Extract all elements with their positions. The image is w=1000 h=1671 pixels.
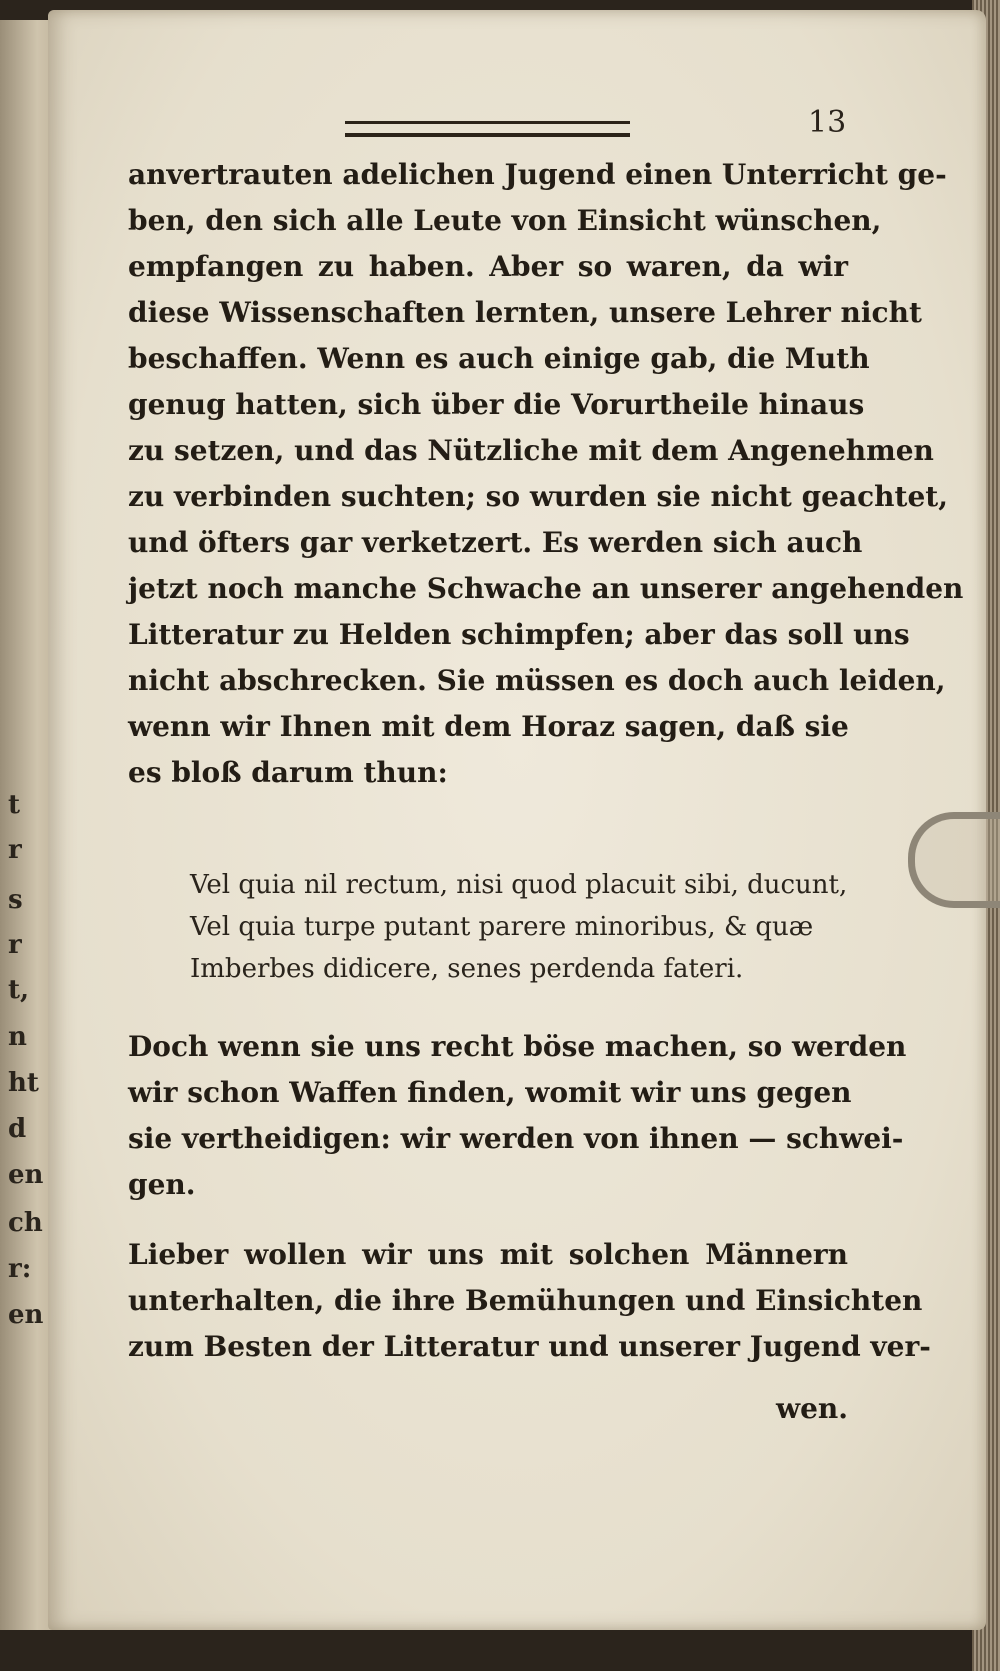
text-line: wenn wir Ihnen mit dem Horaz sagen, daß sie: [128, 710, 849, 743]
left-margin-fragment: r:: [8, 1254, 32, 1284]
text-line: Lieber wollen wir uns mit solchen Männern: [128, 1238, 848, 1271]
text-line: anvertrauten adelichen Jugend einen Unterricht ge-: [128, 158, 947, 191]
left-margin-fragment: t: [8, 790, 21, 820]
text-line: beschaffen. Wenn es auch einige gab, die Muth: [128, 342, 870, 375]
text-line: diese Wissenschaften lernten, unsere Lehrer nicht: [128, 296, 922, 329]
left-margin-fragment: en: [8, 1300, 44, 1330]
text-line: gen.: [128, 1168, 196, 1201]
text-line: Doch wenn sie uns recht böse machen, so werden: [128, 1030, 907, 1063]
left-margin-fragment: r: [8, 835, 22, 865]
left-margin-fragment: ch: [8, 1208, 43, 1238]
text-line: zu verbinden suchten; so wurden sie nicht geachtet,: [128, 480, 948, 513]
quote-line: Vel quia nil rectum, nisi quod placuit sibi, ducunt,: [190, 870, 848, 900]
left-margin-fragment: en: [8, 1160, 44, 1190]
text-line: wir schon Waffen finden, womit wir uns gegen: [128, 1076, 852, 1109]
left-margin-fragment: d: [8, 1114, 27, 1144]
text-line: nicht abschrecken. Sie müssen es doch auch leiden,: [128, 664, 946, 697]
left-margin-fragment: t,: [8, 975, 30, 1005]
page-number: 13: [808, 105, 847, 140]
text-line: es bloß darum thun:: [128, 756, 448, 789]
text-line: sie vertheidigen: wir werden von ihnen — schwei-: [128, 1122, 904, 1155]
text-line: unterhalten, die ihre Bemühungen und Einsichten: [128, 1284, 923, 1317]
left-margin-fragment: s: [8, 885, 23, 915]
text-line: zum Besten der Litteratur und unserer Jugend ver-: [128, 1330, 931, 1363]
page-clip: [908, 812, 1000, 908]
quote-line: Vel quia turpe putant parere minoribus, & quæ: [190, 912, 814, 942]
text-line: empfangen zu haben. Aber so waren, da wir: [128, 250, 848, 283]
header-rule: [345, 121, 630, 137]
left-margin-fragment: n: [8, 1022, 27, 1052]
text-line: und öfters gar verketzert. Es werden sich auch: [128, 526, 863, 559]
catchword: wen.: [775, 1392, 848, 1425]
text-line: genug hatten, sich über die Vorurtheile hinaus: [128, 388, 865, 421]
text-line: ben, den sich alle Leute von Einsicht wünschen,: [128, 204, 882, 237]
left-margin-fragment: r: [8, 930, 22, 960]
text-line: Litteratur zu Helden schimpfen; aber das soll uns: [128, 618, 910, 651]
quote-line: Imberbes didicere, senes perdenda fateri.: [190, 954, 744, 984]
text-line: zu setzen, und das Nützliche mit dem Angenehmen: [128, 434, 934, 467]
text-line: jetzt noch manche Schwache an unserer angehenden: [128, 572, 964, 605]
left-margin-fragment: ht: [8, 1068, 39, 1098]
